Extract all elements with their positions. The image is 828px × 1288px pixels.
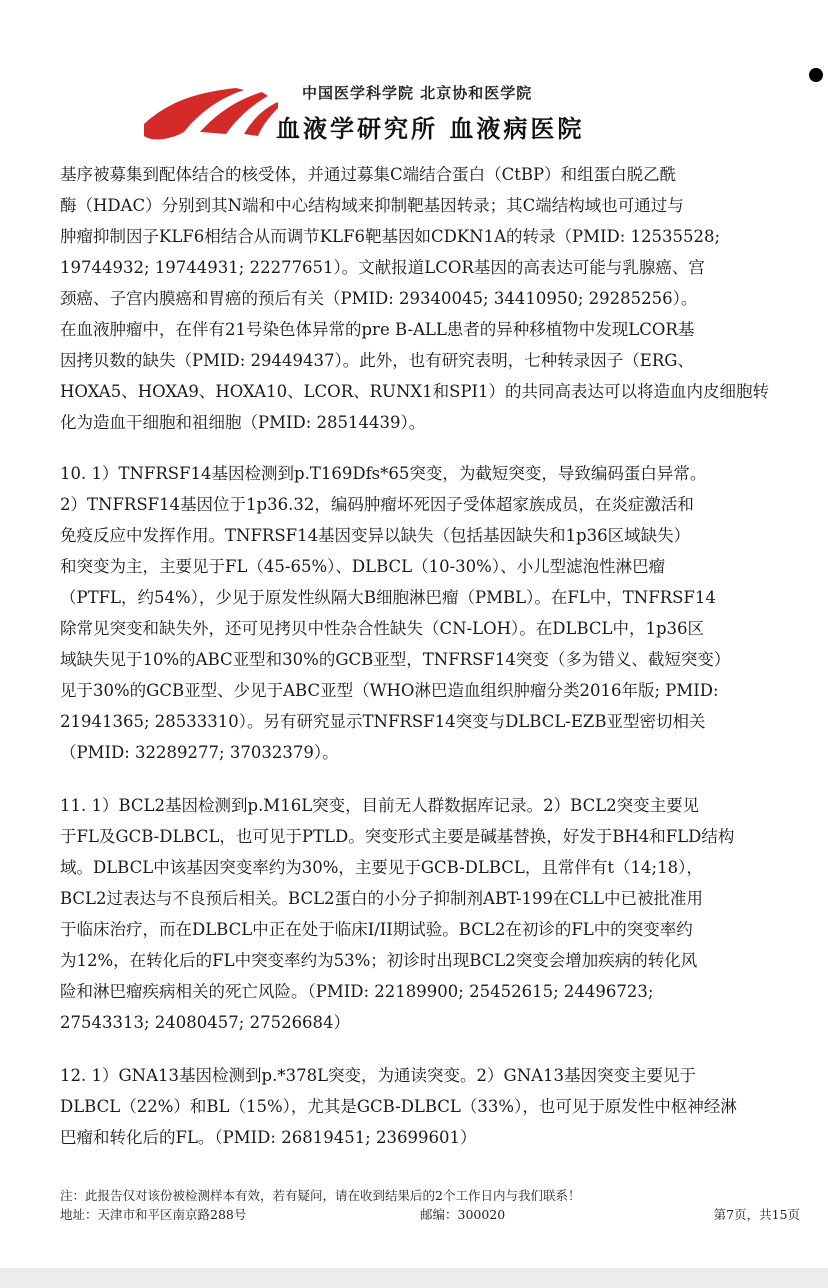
footer-postcode: 邮编：300020 xyxy=(420,1207,506,1222)
bottom-bar xyxy=(0,1268,828,1288)
paragraph-bcl2: 11. 1）BCL2基因检测到p.M16L突变，目前无人群数据库记录。2）BCL2突变主要见 于FL及GCB-DLBCL，也可见于PTLD。突变形式主要是碱基替换，好发于BH4和FLD结构 域。DLBCL中该基因突变率约为30%，主要见于GCB-DLBCL，且常伴有t（14;18）， BCL2过表达与不良预后相关。BCL2蛋白的小分子抑制剂ABT-199在CLL中已被批准用 于临床治疗，而在DLBCL中正在处于临床I/II期试验。BCL2在初诊的FL中的突变率约 为12%，在转化后的FL中突变率约为53%；初诊时出现BCL2突变会增加疾病的转化风 险和淋巴瘤疾病相关的死亡风险。（PMID: 22189900; 25452615; 24496723; 27543313; 24080457; 27526684） xyxy=(60,796,735,1032)
paragraph-tnfrsf14: 10. 1）TNFRSF14基因检测到p.T169Dfs*65突变，为截短突变，导致编码蛋白异常。 2）TNFRSF14基因位于1p36.32，编码肿瘤坏死因子受体超家族成员，在炎症激活和 免疫反应中发挥作用。TNFRSF14基因变异以缺失（包括基因缺失和1p36区域缺失） 和突变为主，主要见于FL（45-65%）、DLBCL（10-30%）、小儿型滤泡性淋巴瘤 （PTFL，约54%），少见于原发性纵隔大B细胞淋巴瘤（PMBL）。在FL中，TNFRSF14 除常见突变和缺失外，还可见拷贝中性杂合性缺失（CN-LOH）。在DLBCL中，1p36区 域缺失见于10%的ABC亚型和30%的GCB亚型，TNFRSF14突变（多为错义、截短突变） 见于30%的GCB亚型、少见于ABC亚型（WHO淋巴造血组织肿瘤分类2016年版; PMID: 21941365; 28533310）。另有研究显示TNFRSF14突变与DLBCL-EZB亚型密切相关 （PMID: 32289277; 37032379）。 xyxy=(60,464,731,762)
logo-text-bottom: 血液学研究所 血液病医院 xyxy=(276,114,585,143)
paragraph-lcor: 基序被募集到配体结合的核受体，并通过募集C端结合蛋白（CtBP）和组蛋白脱乙酰 酶（HDAC）分别到其N端和中心结构域来抑制靶基因转录；其C端结构域也可通过与 肿瘤抑制因子KLF6相结合从而调节KLF6靶基因如CDKN1A的转录（PMID: 12535528; 19744932; 19744931; 22277651）。文献报道LCOR基因的高表达可能与乳腺癌、宫 颈癌、子宫内膜癌和胃癌的预后有关（PMID: 29340045; 34410950; 29285256）。 在血液肿瘤中，在伴有21号染色体异常的pre B-ALL患者的异种移植物中发现LCOR基 因拷贝数的缺失（PMID: 29449437）。此外，也有研究表明，七种转录因子（ERG、 HOXA5、HOXA9、HOXA10、LCOR、RUNX1和SPI1）的共同高表达可以将造血内皮细胞转 化为造血干细胞和祖细胞（PMID: 28514439）。 xyxy=(60,165,770,432)
footer-address: 地址：天津市和平区南京路288号 xyxy=(60,1207,247,1222)
institution-logo xyxy=(140,82,620,148)
logo-text-top: 中国医学科学院 北京协和医学院 xyxy=(302,84,533,102)
logo-mark-icon xyxy=(140,84,280,144)
corner-dot xyxy=(809,68,823,82)
page-number: 第7页，共15页 xyxy=(713,1207,800,1222)
footer-info-row xyxy=(60,1205,800,1224)
paragraph-gna13: 12. 1）GNA13基因检测到p.*378L突变，为通读突变。2）GNA13基因突变主要见于 DLBCL（22%）和BL（15%），尤其是GCB-DLBCL（33%），也可见于原发性中枢神经淋 巴瘤和转化后的FL。（PMID: 26819451; 23699601） xyxy=(60,1066,737,1147)
footer-note: 注：此报告仅对该份被检测样本有效，若有疑问，请在收到结果后的2个工作日内与我们联系！ xyxy=(60,1188,581,1203)
